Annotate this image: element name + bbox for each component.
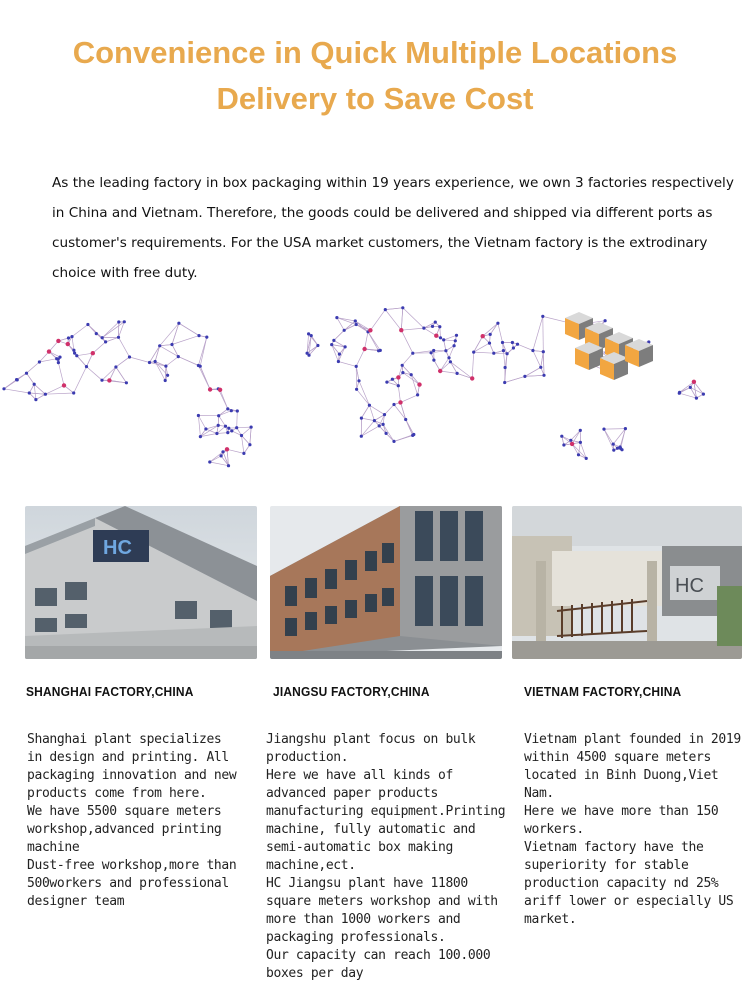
- map-node: [248, 443, 251, 446]
- map-node: [449, 360, 452, 363]
- hc-sign: HC: [103, 537, 132, 559]
- map-node: [217, 424, 220, 427]
- map-node: [316, 344, 319, 347]
- map-node: [382, 423, 385, 426]
- map-node: [34, 398, 37, 401]
- map-node: [215, 432, 218, 435]
- map-node: [100, 379, 103, 382]
- map-node: [242, 452, 245, 455]
- map-node: [434, 321, 437, 324]
- map-node: [164, 379, 167, 382]
- map-node: [208, 387, 212, 391]
- map-node: [199, 435, 202, 438]
- map-node: [208, 460, 211, 463]
- map-node: [506, 352, 509, 355]
- map-node: [306, 352, 309, 355]
- map-node: [197, 414, 200, 417]
- map-node: [250, 426, 253, 429]
- world-network-map: [0, 290, 750, 480]
- map-node: [496, 322, 499, 325]
- description-line: Jiangshu plant focus on bulk production.: [266, 732, 476, 765]
- map-node: [47, 349, 51, 353]
- map-node: [516, 343, 519, 346]
- map-node: [512, 346, 515, 349]
- map-node: [503, 381, 506, 384]
- map-node: [432, 349, 435, 352]
- map-node: [560, 435, 563, 438]
- map-node: [128, 355, 131, 358]
- map-node: [337, 360, 340, 363]
- map-node: [562, 443, 565, 446]
- map-node: [148, 361, 151, 364]
- map-node: [177, 322, 180, 325]
- map-node: [72, 391, 75, 394]
- map-node: [399, 328, 403, 332]
- map-node: [442, 338, 445, 341]
- map-node: [335, 316, 338, 319]
- map-node: [368, 404, 371, 407]
- map-node: [398, 400, 402, 404]
- map-node: [444, 349, 447, 352]
- map-node: [95, 332, 98, 335]
- map-node: [235, 426, 238, 429]
- jiangsu-factory-description: [266, 731, 506, 983]
- map-node: [221, 450, 224, 453]
- map-node: [205, 336, 208, 339]
- jiangsu-factory-title: JIANGSU FACTORY,CHINA: [273, 684, 430, 699]
- map-node: [217, 414, 220, 417]
- map-node: [396, 375, 400, 379]
- map-node: [332, 339, 335, 342]
- map-node: [384, 308, 387, 311]
- map-node: [226, 431, 229, 434]
- map-node: [401, 371, 404, 374]
- hc-sign: HC: [675, 575, 704, 597]
- jiangsu-factory-photo: [270, 506, 502, 659]
- map-node: [114, 365, 117, 368]
- map-node: [227, 464, 230, 467]
- map-node: [58, 356, 61, 359]
- map-node: [220, 454, 223, 457]
- map-node: [410, 373, 413, 376]
- map-node: [199, 365, 202, 368]
- map-node: [542, 374, 545, 377]
- map-node: [579, 441, 582, 444]
- map-node: [502, 349, 505, 352]
- map-node: [38, 360, 41, 363]
- map-node: [343, 329, 346, 332]
- map-node: [225, 447, 229, 451]
- map-node: [624, 427, 627, 430]
- description-line: Vietnam factory have the superiority for stable production capacity nd 25% ariff lower or especially US market.: [524, 840, 734, 927]
- map-node: [218, 388, 222, 392]
- description-line: We have 5500 square meters workshop,advanced printing machine: [27, 804, 222, 855]
- map-node: [455, 334, 458, 337]
- map-node: [569, 439, 572, 442]
- map-node: [125, 381, 128, 384]
- map-node: [33, 383, 36, 386]
- map-node: [377, 349, 380, 352]
- map-node: [330, 343, 333, 346]
- map-node: [383, 413, 386, 416]
- map-node: [357, 379, 360, 382]
- map-node: [385, 432, 388, 435]
- map-node: [67, 336, 70, 339]
- map-node: [434, 334, 438, 338]
- description-line: Here we have more than 150 workers.: [524, 804, 719, 837]
- description-line: Here we have all kinds of advanced paper products manufacturing equipment.Printing machine, fully automatic and semi-automatic box making machine,ect.: [266, 768, 506, 873]
- map-node: [416, 393, 419, 396]
- map-node: [454, 339, 457, 342]
- map-node: [28, 391, 31, 394]
- map-node: [368, 328, 372, 332]
- map-node: [166, 374, 169, 377]
- map-node: [240, 434, 243, 437]
- map-node: [501, 341, 504, 344]
- map-node: [378, 424, 381, 427]
- map-node: [344, 345, 347, 348]
- map-node: [489, 333, 492, 336]
- map-node: [224, 425, 227, 428]
- map-node: [391, 378, 394, 381]
- map-node: [117, 336, 120, 339]
- map-node: [439, 336, 442, 339]
- map-node: [678, 392, 681, 395]
- map-node: [107, 378, 111, 382]
- map-node: [472, 351, 475, 354]
- description-line: Shanghai plant specializes in design and printing. All packaging innovation and new products come from here.: [27, 732, 237, 801]
- shanghai-factory-description: [27, 731, 242, 911]
- map-node: [373, 419, 376, 422]
- headline-line-2: Delivery to Save Cost: [216, 81, 534, 116]
- map-node: [170, 343, 173, 346]
- map-node: [401, 306, 404, 309]
- vietnam-factory-photo: [512, 506, 742, 659]
- map-node: [86, 323, 89, 326]
- description-line: Our capacity can reach 100.000 boxes per day: [266, 948, 491, 981]
- description-line: Vietnam plant founded in 2019 within 4500 square meters located in Binh Duong,Viet Nam.: [524, 732, 741, 801]
- map-node: [430, 351, 433, 354]
- map-node: [25, 372, 28, 375]
- map-node: [604, 319, 607, 322]
- map-node: [404, 418, 407, 421]
- page-headline: [0, 30, 750, 122]
- map-node: [101, 336, 104, 339]
- map-node: [577, 453, 580, 456]
- map-node: [702, 393, 705, 396]
- vietnam-factory-title: VIETNAM FACTORY,CHINA: [524, 684, 682, 699]
- map-node: [401, 364, 404, 367]
- map-node: [230, 429, 233, 432]
- map-node: [422, 327, 425, 330]
- map-node: [470, 376, 474, 380]
- map-node: [204, 427, 207, 430]
- map-node: [570, 442, 574, 446]
- map-node: [2, 387, 5, 390]
- map-node: [362, 347, 366, 351]
- map-node: [531, 349, 534, 352]
- map-node: [511, 341, 514, 344]
- headline-line-1: Convenience in Quick Multiple Locations: [72, 35, 678, 70]
- map-node: [177, 355, 180, 358]
- map-node: [360, 417, 363, 420]
- map-node: [488, 342, 491, 345]
- map-node: [355, 323, 358, 326]
- map-node: [66, 342, 70, 346]
- map-node: [438, 369, 442, 373]
- map-node: [226, 407, 229, 410]
- map-node: [616, 447, 619, 450]
- vietnam-factory-description: [524, 731, 746, 929]
- shanghai-factory-title: SHANGHAI FACTORY,CHINA: [26, 684, 194, 699]
- map-node: [432, 359, 435, 362]
- map-node: [44, 393, 47, 396]
- map-node: [158, 344, 161, 347]
- map-node: [354, 319, 357, 322]
- map-node: [431, 325, 434, 328]
- map-node: [456, 372, 459, 375]
- map-node: [91, 351, 95, 355]
- map-node: [72, 349, 75, 352]
- map-node: [197, 334, 200, 337]
- map-node: [360, 435, 363, 438]
- description-line: Dust-free workshop,more than 500workers and professional designer team: [27, 858, 237, 909]
- map-node: [411, 352, 414, 355]
- map-node: [453, 344, 456, 347]
- factory-buildings-icon: [565, 312, 653, 380]
- map-node: [695, 397, 698, 400]
- map-node: [227, 427, 230, 430]
- map-node: [612, 449, 615, 452]
- map-node: [542, 350, 545, 353]
- map-node: [689, 386, 692, 389]
- map-node: [447, 356, 450, 359]
- map-node: [504, 366, 507, 369]
- map-node: [338, 353, 341, 356]
- map-node: [15, 378, 18, 381]
- shanghai-factory-photo: [25, 506, 257, 659]
- map-node: [123, 320, 126, 323]
- map-node: [539, 366, 542, 369]
- map-node: [585, 457, 588, 460]
- map-node: [620, 448, 623, 451]
- map-node: [62, 383, 66, 387]
- map-node: [492, 352, 495, 355]
- map-node: [154, 360, 157, 363]
- map-node: [117, 320, 120, 323]
- map-node: [392, 403, 395, 406]
- map-node: [56, 339, 60, 343]
- map-node: [523, 375, 526, 378]
- map-node: [692, 380, 696, 384]
- map-node: [355, 365, 358, 368]
- map-node: [104, 340, 107, 343]
- map-node: [85, 365, 88, 368]
- map-node: [307, 332, 310, 335]
- map-node: [75, 354, 78, 357]
- map-node: [541, 315, 544, 318]
- map-node: [70, 335, 73, 338]
- map-node: [164, 365, 167, 368]
- map-node: [73, 352, 76, 355]
- map-node: [612, 443, 615, 446]
- world-map-graphic: [0, 290, 750, 480]
- map-node: [230, 409, 233, 412]
- map-node: [481, 334, 485, 338]
- map-node: [385, 381, 388, 384]
- map-node: [236, 409, 239, 412]
- map-node: [411, 434, 414, 437]
- map-node: [355, 388, 358, 391]
- map-node: [392, 440, 395, 443]
- map-node: [57, 361, 60, 364]
- map-node: [417, 382, 421, 386]
- description-line: HC Jiangsu plant have 11800 square meters workshop and with more than 1000 workers and packaging professionals.: [266, 876, 498, 945]
- intro-paragraph: As the leading factory in box packaging within 19 years experience, we own 3 factories respectively in China and Vietnam. Therefore, the goods could be delivered and shipped via different ports as customer's requirements. For the USA market customers, the Vietnam factory is the extrodinary choice with free duty.: [52, 175, 734, 281]
- map-node: [602, 428, 605, 431]
- map-node: [397, 384, 400, 387]
- map-node: [438, 325, 441, 328]
- map-node: [579, 429, 582, 432]
